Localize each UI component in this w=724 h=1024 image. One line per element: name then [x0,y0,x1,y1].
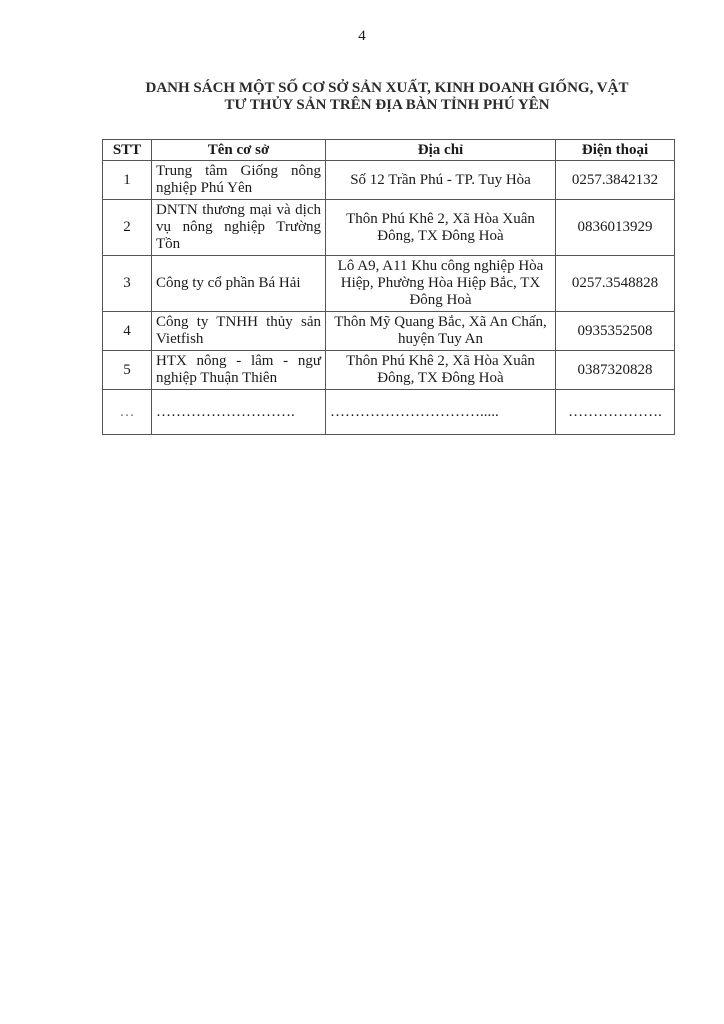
document-title [60,80,714,114]
title-line-1: DANH SÁCH MỘT SỐ CƠ SỞ SẢN XUẤT, KINH DOANH GIỐNG, VẬT [145,80,629,96]
cell-address: Thôn Phú Khê 2, Xã Hòa Xuân Đông, TX Đông Hoà [326,200,556,256]
table-row [103,312,675,351]
cell-stt: 1 [103,161,152,200]
cell-name: HTX nông - lâm - ngư nghiệp Thuận Thiên [152,351,326,390]
table-row [103,161,675,200]
cell-address: …………………………..... [326,390,556,435]
cell-phone: 0257.3548828 [556,256,675,312]
page-number: 4 [358,28,366,44]
cell-address: Lô A9, A11 Khu công nghiệp Hòa Hiệp, Phường Hòa Hiệp Bắc, TX Đông Hoà [326,256,556,312]
cell-stt: 3 [103,256,152,312]
cell-address: Thôn Phú Khê 2, Xã Hòa Xuân Đông, TX Đông Hoà [326,351,556,390]
cell-stt: 5 [103,351,152,390]
cell-phone: ………………. [556,390,675,435]
cell-phone: 0257.3842132 [556,161,675,200]
table-header-row [103,140,675,161]
cell-name: Trung tâm Giống nông nghiệp Phú Yên [152,161,326,200]
header-stt: STT [103,140,152,161]
cell-phone: 0836013929 [556,200,675,256]
cell-phone: 0935352508 [556,312,675,351]
header-name: Tên cơ sở [152,140,326,161]
table-row [103,200,675,256]
title-line-2: TƯ THỦY SẢN TRÊN ĐỊA BÀN TỈNH PHÚ YÊN [224,97,550,113]
header-phone: Điện thoại [556,140,675,161]
facility-table [102,139,675,435]
cell-address: Số 12 Trần Phú - TP. Tuy Hòa [326,161,556,200]
cell-stt: 4 [103,312,152,351]
cell-address: Thôn Mỹ Quang Bắc, Xã An Chấn, huyện Tuy An [326,312,556,351]
cell-name: ………………………. [152,390,326,435]
cell-phone: 0387320828 [556,351,675,390]
table-row [103,256,675,312]
table-row [103,351,675,390]
cell-stt: … [103,390,152,435]
cell-name: Công ty cổ phần Bá Hải [152,256,326,312]
cell-name: DNTN thương mại và dịch vụ nông nghiệp Trường Tồn [152,200,326,256]
cell-name: Công ty TNHH thủy sản Vietfish [152,312,326,351]
header-address: Địa chỉ [326,140,556,161]
cell-stt: 2 [103,200,152,256]
table-row [103,390,675,435]
